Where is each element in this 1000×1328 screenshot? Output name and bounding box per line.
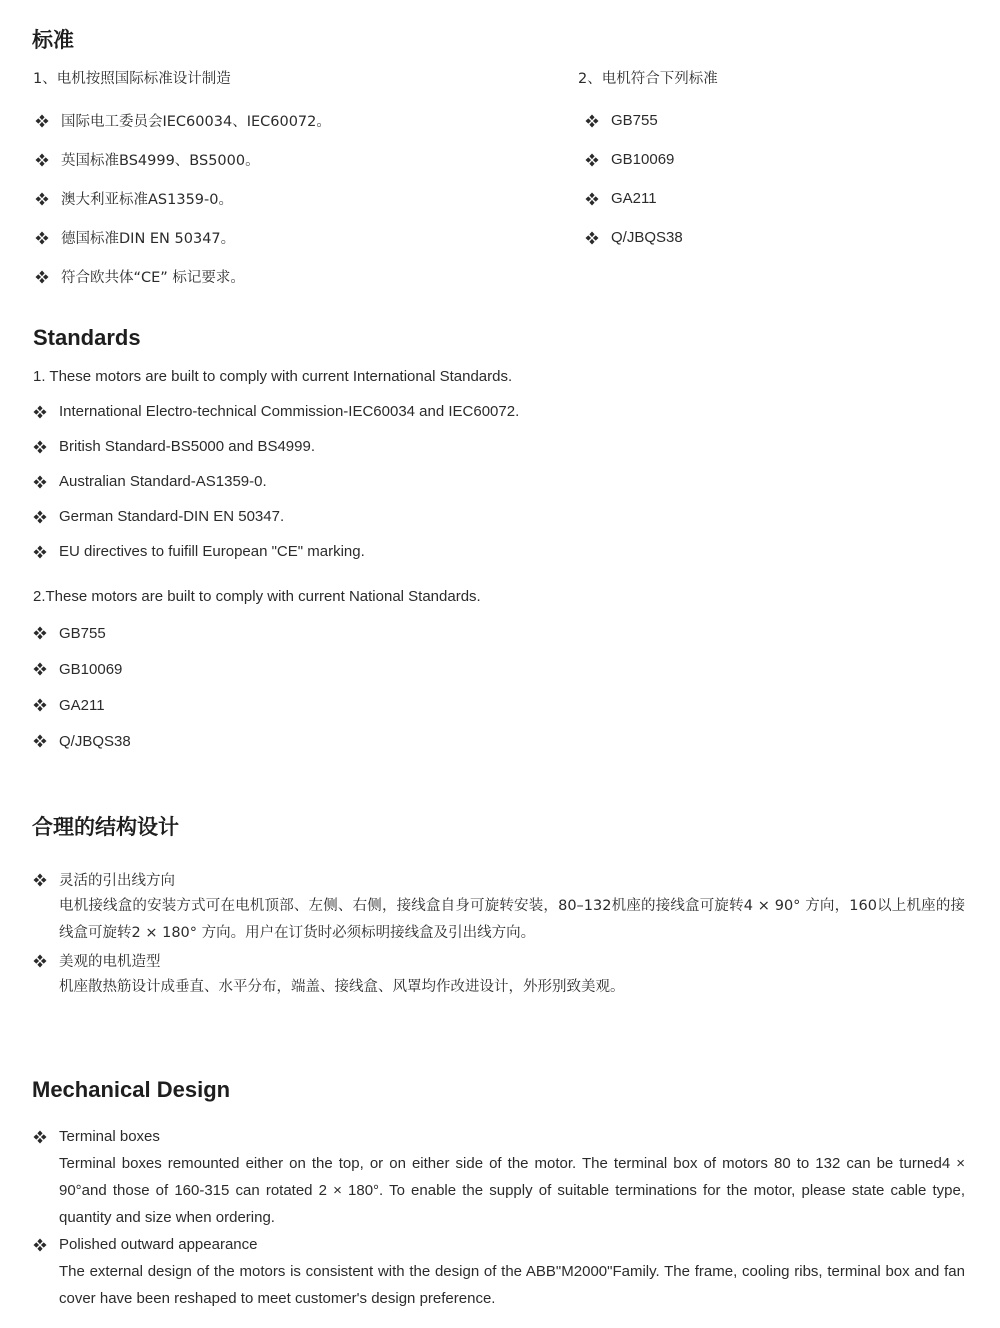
four-diamond-bullet-icon	[33, 1130, 47, 1144]
list-item: Terminal boxes	[33, 1123, 965, 1150]
four-diamond-bullet-icon	[35, 114, 49, 128]
list-item: British Standard-BS5000 and BS4999.	[33, 429, 519, 464]
list-item: GA211	[33, 687, 131, 723]
four-diamond-bullet-icon	[33, 545, 47, 559]
en-design-section	[33, 1123, 965, 1312]
four-diamond-bullet-icon	[35, 231, 49, 245]
en-standards-title: Standards	[33, 325, 141, 350]
en-design-title: Mechanical Design	[32, 1077, 231, 1102]
four-diamond-bullet-icon	[33, 662, 47, 676]
en-standards-list-1	[33, 394, 519, 569]
four-diamond-bullet-icon	[33, 405, 47, 419]
four-diamond-bullet-icon	[33, 1238, 47, 1252]
list-item: 美观的电机造型	[33, 947, 965, 974]
cn-standards-title: 标准	[32, 28, 74, 52]
list-item: GB10069	[33, 651, 131, 687]
four-diamond-bullet-icon	[33, 954, 47, 968]
four-diamond-bullet-icon	[33, 734, 47, 748]
list-item: German Standard-DIN EN 50347.	[33, 499, 519, 534]
cn-standards-right-intro: 2、电机符合下列标准	[578, 71, 718, 87]
four-diamond-bullet-icon	[585, 192, 599, 206]
en-design-paragraph: The external design of the motors is consistent with the design of the ABB"M2000"Family. The frame, cooling ribs, terminal box and fan cover have been reshaped to meet customer's design preference.	[59, 1263, 965, 1307]
list-item: 灵活的引出线方向	[33, 866, 965, 893]
cn-standards-right-list	[585, 101, 683, 257]
four-diamond-bullet-icon	[35, 192, 49, 206]
list-item: 英国标准BS4999、BS5000。	[35, 140, 331, 179]
en-standards-intro-2: 2.These motors are built to comply with current National Standards.	[33, 588, 481, 605]
cn-standards-left-intro: 1、电机按照国际标准设计制造	[33, 71, 231, 87]
cn-design-paragraph: 机座散热筋设计成垂直、水平分布，端盖、接线盒、风罩均作改进设计，外形别致美观。	[59, 979, 625, 995]
four-diamond-bullet-icon	[33, 440, 47, 454]
four-diamond-bullet-icon	[35, 270, 49, 284]
list-item: Polished outward appearance	[33, 1231, 965, 1258]
cn-design-title: 合理的结构设计	[32, 815, 179, 839]
four-diamond-bullet-icon	[33, 698, 47, 712]
en-standards-intro-1: 1. These motors are built to comply with current International Standards.	[33, 368, 513, 385]
four-diamond-bullet-icon	[33, 475, 47, 489]
list-item: EU directives to fuifill European "CE" marking.	[33, 534, 519, 569]
four-diamond-bullet-icon	[585, 231, 599, 245]
cn-standards-left-list	[35, 101, 331, 296]
four-diamond-bullet-icon	[33, 873, 47, 887]
four-diamond-bullet-icon	[33, 626, 47, 640]
list-item: 符合欧共体“CE” 标记要求。	[35, 257, 331, 296]
cn-design-section	[33, 866, 965, 1001]
en-standards-list-2	[33, 615, 131, 759]
list-item: GB755	[585, 101, 683, 140]
list-item: Q/JBQS38	[33, 723, 131, 759]
list-item: 澳大利亚标准AS1359-0。	[35, 179, 331, 218]
list-item: 国际电工委员会IEC60034、IEC60072。	[35, 101, 331, 140]
list-item: GA211	[585, 179, 683, 218]
list-item: GB755	[33, 615, 131, 651]
en-design-paragraph: Terminal boxes remounted either on the top, or on either side of the motor. The terminal box of motors 80 to 132 can be turned4 × 90°and those of 160-315 can rotated 2 × 180°. To enable the supply of suitable terminations for the motor, please state cable type, quantity and size when ordering.	[59, 1155, 965, 1226]
list-item: Q/JBQS38	[585, 218, 683, 257]
four-diamond-bullet-icon	[35, 153, 49, 167]
list-item: 德国标准DIN EN 50347。	[35, 218, 331, 257]
list-item: International Electro-technical Commission-IEC60034 and IEC60072.	[33, 394, 519, 429]
list-item: GB10069	[585, 140, 683, 179]
list-item: Australian Standard-AS1359-0.	[33, 464, 519, 499]
cn-design-paragraph: 电机接线盒的安装方式可在电机顶部、左侧、右侧，接线盒自身可旋转安装，80–132机座的接线盒可旋转4 × 90° 方向，160以上机座的接线盒可旋转2 × 180° 方向。用户在订货时必须标明接线盒及引出线方向。	[59, 898, 965, 941]
four-diamond-bullet-icon	[585, 153, 599, 167]
four-diamond-bullet-icon	[33, 510, 47, 524]
four-diamond-bullet-icon	[585, 114, 599, 128]
